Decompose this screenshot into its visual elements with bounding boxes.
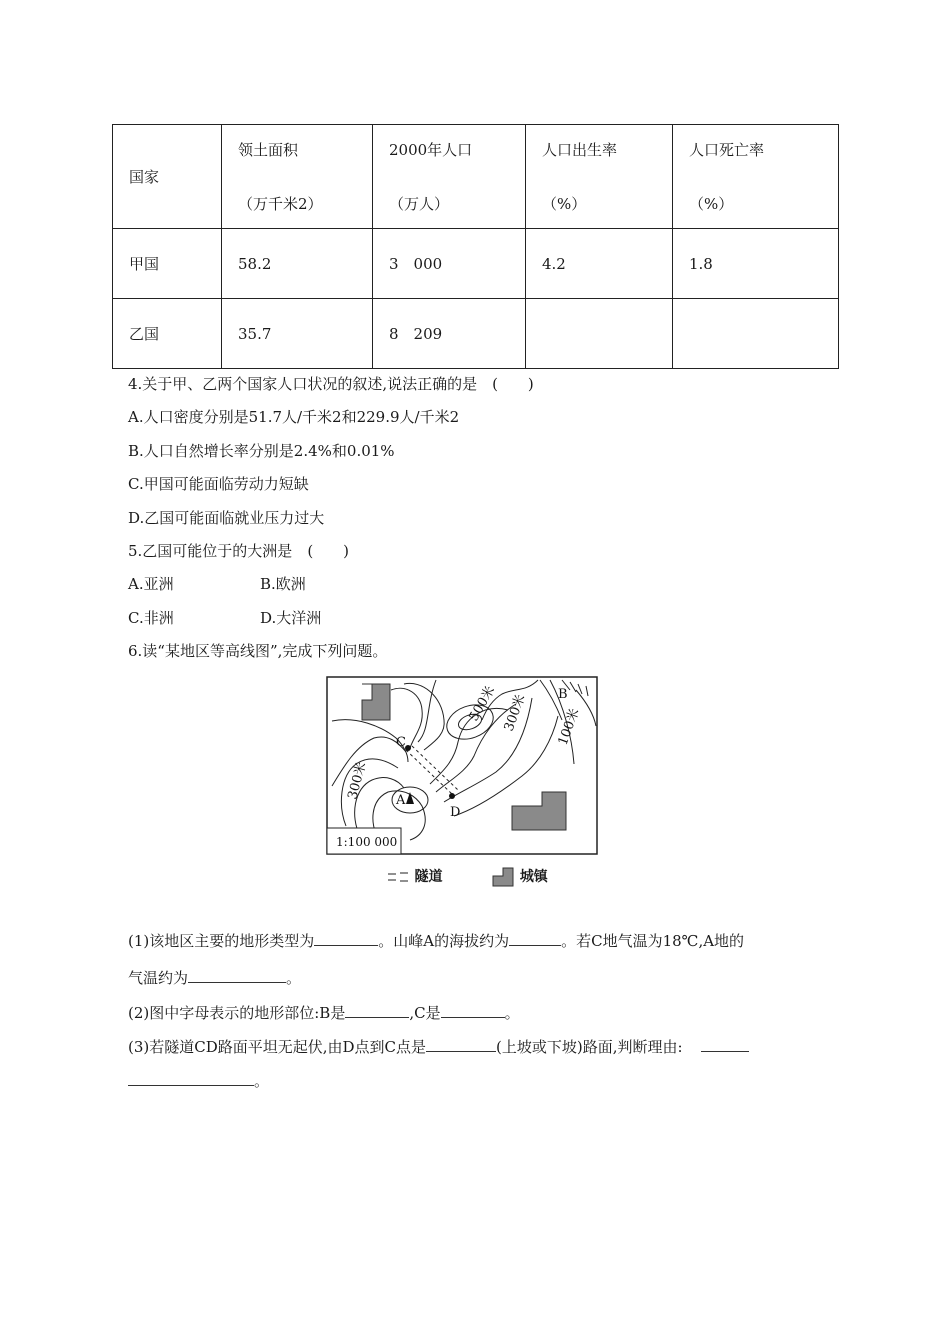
label-d: D (450, 805, 461, 820)
table-header-cell: 国家 (113, 125, 222, 229)
table-header-cell: 2000年人口 （万人） (373, 125, 526, 229)
table-row (113, 229, 839, 299)
table-cell (526, 299, 673, 369)
answer-blank[interactable] (441, 1003, 505, 1018)
contour-label-100: 100米 (555, 706, 583, 748)
question-5-stem: 5.乙国可能位于的大洲是 ( ) (128, 542, 350, 560)
answer-blank[interactable] (701, 1037, 749, 1052)
point-d-marker (449, 793, 455, 799)
contour-map (326, 676, 600, 862)
question-5-option-b: B.欧洲 (260, 575, 306, 593)
question-4-option-b: B.人口自然增长率分别是2.4%和0.01% (128, 442, 395, 460)
question-6-part-3: (3)若隧道CD路面平坦无起伏,由D点到C点是 (上坡或下坡)路面,判断理由: (128, 1036, 749, 1057)
question-4-option-a: A.人口密度分别是51.7人/千米2和229.9人/千米2 (128, 408, 460, 426)
table-cell: 甲国 (113, 229, 222, 299)
answer-blank[interactable] (314, 931, 378, 946)
map-legend (386, 866, 548, 888)
table-cell: 58.2 (222, 229, 373, 299)
table-cell: 3 000 (373, 229, 526, 299)
table-cell (673, 299, 839, 369)
answer-blank[interactable] (509, 931, 561, 946)
table-cell: 1.8 (673, 229, 839, 299)
question-5-option-c: C.非洲 (128, 609, 174, 627)
question-6-part-3-cont: 。 (128, 1070, 269, 1091)
table-header-cell: 人口出生率 （%） (526, 125, 673, 229)
table-cell: 4.2 (526, 229, 673, 299)
question-6-part-1-cont: 气温约为 。 (128, 969, 302, 987)
label-c: C (396, 735, 406, 750)
question-6-part-1: (1)该地区主要的地形类型为 。山峰A的海拔约为 。若C地气温为18℃,A地的 (128, 932, 745, 950)
question-4-option-c: C.甲国可能面临劳动力短缺 (128, 475, 309, 493)
table-cell: 35.7 (222, 299, 373, 369)
town-legend-icon (491, 866, 515, 888)
legend-town-label: 城镇 (519, 869, 548, 885)
tunnel-legend-icon (386, 869, 410, 885)
answer-blank[interactable] (188, 968, 286, 983)
table-header-cell: 领土面积 （万千米2） (222, 125, 373, 229)
question-6-part-2: (2)图中字母表示的地形部位:B是 ,C是 。 (128, 1004, 520, 1022)
question-4-option-d: D.乙国可能面临就业压力过大 (128, 509, 325, 527)
population-table (112, 124, 839, 369)
answer-blank[interactable] (345, 1003, 409, 1018)
answer-blank[interactable] (128, 1071, 254, 1086)
label-a: A (396, 793, 406, 808)
table-cell: 8 209 (373, 299, 526, 369)
label-b: B (558, 687, 568, 702)
question-4-stem: 4.关于甲、乙两个国家人口状况的叙述,说法正确的是 ( ) (128, 375, 534, 393)
table-row (113, 299, 839, 369)
contour-label-500: 500米 (466, 683, 499, 724)
question-6-stem: 6.读“某地区等高线图”,完成下列问题。 (128, 642, 388, 660)
table-cell: 乙国 (113, 299, 222, 369)
legend-tunnel-label: 隧道 (414, 869, 443, 885)
question-5-option-a: A.亚洲 (128, 575, 174, 593)
contour-label-300-left: 300米 (345, 760, 370, 802)
question-5-option-d: D.大洋洲 (260, 609, 322, 627)
table-header-row (113, 125, 839, 229)
answer-blank[interactable] (426, 1037, 496, 1052)
map-scale: 1:100 000 (336, 835, 398, 849)
contour-label-300-right: 300米 (501, 692, 529, 734)
table-header-cell: 人口死亡率 （%） (673, 125, 839, 229)
